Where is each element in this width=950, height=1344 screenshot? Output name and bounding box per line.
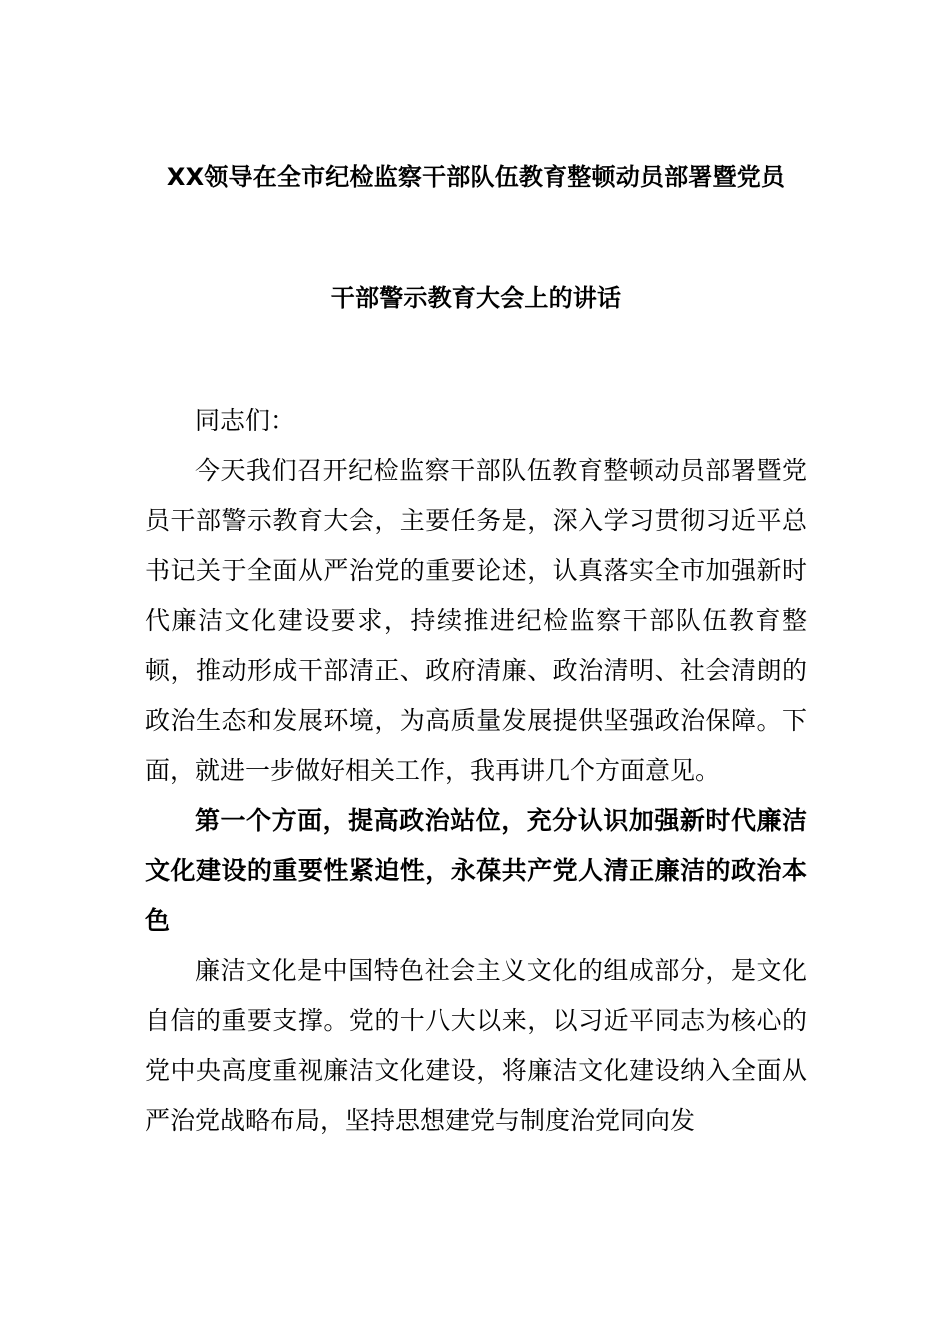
section-heading-1: 第一个方面，提高政治站位，充分认识加强新时代廉洁文化建设的重要性紧迫性，永葆共产党人清正廉洁的政治本色 — [145, 806, 807, 935]
document-body — [145, 396, 807, 1146]
document-title-line-2: 干部警示教育大会上的讲话 — [330, 284, 622, 312]
paragraph-body: 廉洁文化是中国特色社会主义文化的组成部分，是文化自信的重要支撑。党的十八大以来，以习近平同志为核心的党中央高度重视廉洁文化建设，将廉洁文化建设纳入全面从严治党战略布局，坚持思想建党与制度治党同向发 — [145, 956, 807, 1135]
salutation: 同志们： — [195, 406, 296, 435]
document-title-line-1: XX领导在全市纪检监察干部队伍教育整顿动员部署暨党员 — [166, 163, 786, 191]
paragraph-intro: 今天我们召开纪检监察干部队伍教育整顿动员部署暨党员干部警示教育大会，主要任务是，深入学习贯彻习近平总书记关于全面从严治党的重要论述，认真落实全市加强新时代廉洁文化建设要求，持续推进纪检监察干部队伍教育整顿，推动形成干部清正、政府清廉、政治清明、社会清朗的政治生态和发展环境，为高质量发展提供坚强政治保障。下面，就进一步做好相关工作，我再讲几个方面意见。 — [145, 456, 807, 785]
